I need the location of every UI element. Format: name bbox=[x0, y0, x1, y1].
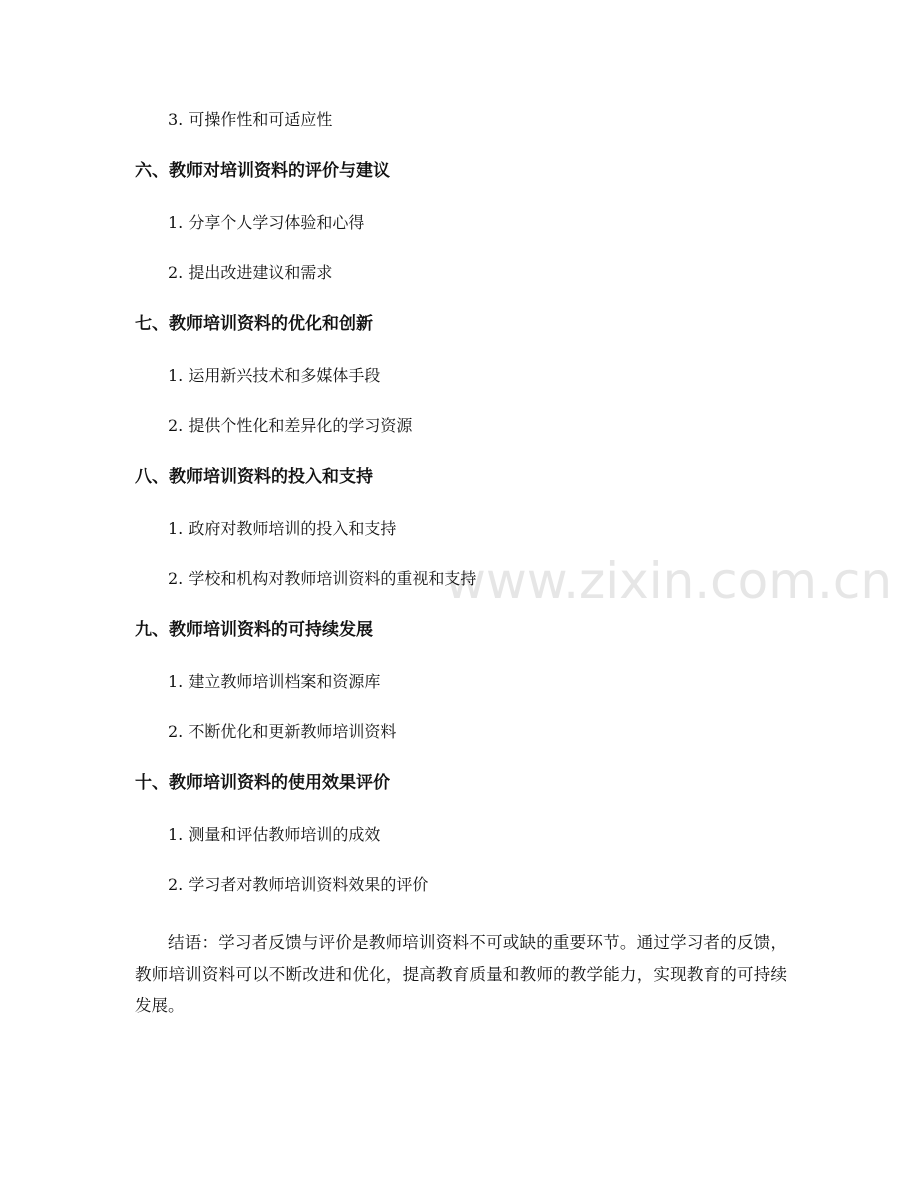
list-item: 2. 学习者对教师培训资料效果的评价 bbox=[168, 875, 429, 894]
list-item: 1. 分享个人学习体验和心得 bbox=[168, 213, 365, 232]
section-heading: 六、教师对培训资料的评价与建议 bbox=[135, 161, 390, 181]
list-item: 2. 提出改进建议和需求 bbox=[168, 263, 333, 282]
list-item: 2. 不断优化和更新教师培训资料 bbox=[168, 722, 397, 741]
list-item: 1. 建立教师培训档案和资源库 bbox=[168, 672, 381, 691]
list-item: 1. 运用新兴技术和多媒体手段 bbox=[168, 366, 381, 385]
section-heading: 九、教师培训资料的可持续发展 bbox=[135, 620, 373, 640]
conclusion-paragraph: 结语：学习者反馈与评价是教师培训资料不可或缺的重要环节。通过学习者的反馈，教师培训资料可以不断改进和优化，提高教育质量和教师的教学能力，实现教育的可持续发展。 bbox=[135, 933, 787, 1015]
section-heading: 七、教师培训资料的优化和创新 bbox=[135, 314, 373, 334]
list-item: 3. 可操作性和可适应性 bbox=[168, 110, 333, 129]
section-heading: 八、教师培训资料的投入和支持 bbox=[135, 467, 373, 487]
section-heading: 十、教师培训资料的使用效果评价 bbox=[135, 773, 390, 793]
list-item: 1. 测量和评估教师培训的成效 bbox=[168, 825, 381, 844]
list-item: 2. 学校和机构对教师培训资料的重视和支持 bbox=[168, 569, 477, 588]
list-item: 1. 政府对教师培训的投入和支持 bbox=[168, 519, 397, 538]
list-item: 2. 提供个性化和差异化的学习资源 bbox=[168, 416, 413, 435]
watermark: www.zixin.com.cn bbox=[445, 552, 893, 610]
